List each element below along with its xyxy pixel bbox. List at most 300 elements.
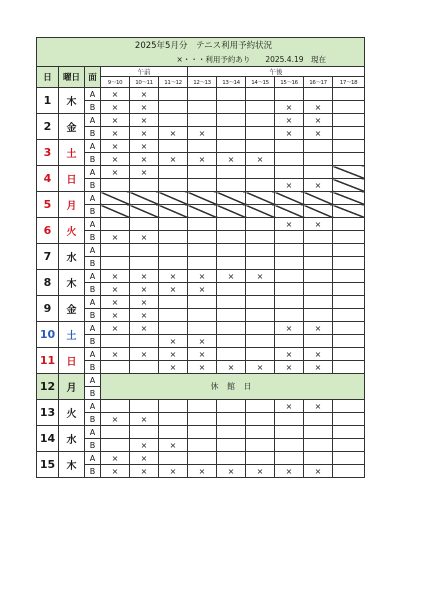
reserved-mark: × (159, 127, 188, 140)
available-cell (246, 283, 275, 296)
reserved-mark: × (304, 322, 333, 335)
reserved-mark: × (130, 114, 159, 127)
available-cell (333, 127, 365, 140)
available-cell (304, 452, 333, 465)
available-cell (275, 426, 304, 439)
court-row (37, 322, 365, 335)
court-label: B (85, 283, 101, 296)
available-cell (188, 218, 217, 231)
day-number: 1 (37, 88, 59, 114)
available-cell (333, 218, 365, 231)
court-label: A (85, 374, 101, 387)
reserved-mark: × (275, 322, 304, 335)
available-cell (333, 283, 365, 296)
court-row (37, 218, 365, 231)
available-cell (130, 244, 159, 257)
am-header: 午前 (101, 67, 188, 77)
available-cell (275, 244, 304, 257)
weekday-label: 日 (59, 348, 85, 374)
court-label: B (85, 231, 101, 244)
reserved-mark: × (275, 361, 304, 374)
court-row (37, 348, 365, 361)
court-row (37, 439, 365, 452)
available-cell (275, 270, 304, 283)
available-cell (304, 153, 333, 166)
available-cell (246, 88, 275, 101)
unavailable-cell (188, 205, 217, 218)
available-cell (246, 400, 275, 413)
available-cell (275, 309, 304, 322)
available-cell (333, 309, 365, 322)
reserved-mark: × (159, 153, 188, 166)
reserved-mark: × (304, 127, 333, 140)
available-cell (188, 179, 217, 192)
available-cell (304, 244, 333, 257)
court-row (37, 426, 365, 439)
available-cell (246, 218, 275, 231)
unavailable-cell (275, 205, 304, 218)
court-label: A (85, 88, 101, 101)
time-slot-header: 17～18 (333, 77, 365, 88)
reserved-mark: × (130, 296, 159, 309)
reserved-mark: × (101, 296, 130, 309)
available-cell (275, 296, 304, 309)
reserved-mark: × (130, 231, 159, 244)
reserved-mark: × (101, 166, 130, 179)
available-cell (333, 101, 365, 114)
court-row (37, 296, 365, 309)
weekday-label: 土 (59, 140, 85, 166)
reserved-mark: × (130, 270, 159, 283)
reserved-mark: × (304, 361, 333, 374)
court-row (37, 374, 365, 387)
available-cell (188, 426, 217, 439)
available-cell (188, 309, 217, 322)
reserved-mark: × (188, 270, 217, 283)
available-cell (217, 283, 246, 296)
reserved-mark: × (304, 114, 333, 127)
reserved-mark: × (275, 179, 304, 192)
available-cell (159, 88, 188, 101)
available-cell (101, 244, 130, 257)
court-row (37, 153, 365, 166)
reserved-mark: × (188, 335, 217, 348)
reserved-mark: × (130, 439, 159, 452)
available-cell (333, 465, 365, 478)
court-row (37, 452, 365, 465)
reserved-mark: × (188, 361, 217, 374)
available-cell (275, 413, 304, 426)
court-row (37, 192, 365, 205)
reserved-mark: × (101, 231, 130, 244)
court-label: A (85, 244, 101, 257)
reserved-mark: × (246, 270, 275, 283)
court-row (37, 283, 365, 296)
available-cell (130, 335, 159, 348)
available-cell (246, 413, 275, 426)
court-label: B (85, 413, 101, 426)
available-cell (217, 335, 246, 348)
weekday-label: 日 (59, 166, 85, 192)
available-cell (217, 400, 246, 413)
available-cell (217, 426, 246, 439)
reserved-mark: × (101, 101, 130, 114)
available-cell (159, 413, 188, 426)
weekday-label: 水 (59, 244, 85, 270)
reserved-mark: × (101, 452, 130, 465)
court-label: B (85, 153, 101, 166)
available-cell (333, 335, 365, 348)
available-cell (304, 296, 333, 309)
available-cell (159, 179, 188, 192)
court-row (37, 361, 365, 374)
available-cell (188, 101, 217, 114)
available-cell (275, 140, 304, 153)
reserved-mark: × (246, 361, 275, 374)
unavailable-cell (217, 205, 246, 218)
available-cell (275, 283, 304, 296)
available-cell (188, 114, 217, 127)
reserved-mark: × (130, 127, 159, 140)
time-slot-header: 12～13 (188, 77, 217, 88)
day-number: 15 (37, 452, 59, 478)
court-row (37, 231, 365, 244)
court-label: B (85, 257, 101, 270)
available-cell (275, 166, 304, 179)
court-label: B (85, 101, 101, 114)
unavailable-cell (101, 205, 130, 218)
court-label: A (85, 348, 101, 361)
court-label: A (85, 140, 101, 153)
available-cell (333, 426, 365, 439)
reserved-mark: × (130, 140, 159, 153)
weekday-label: 木 (59, 452, 85, 478)
reserved-mark: × (304, 179, 333, 192)
available-cell (217, 231, 246, 244)
available-cell (246, 296, 275, 309)
available-cell (275, 439, 304, 452)
reserved-mark: × (101, 88, 130, 101)
available-cell (333, 322, 365, 335)
reserved-mark: × (101, 322, 130, 335)
reserved-mark: × (101, 140, 130, 153)
reserved-mark: × (130, 309, 159, 322)
reserved-mark: × (275, 400, 304, 413)
court-row (37, 400, 365, 413)
available-cell (159, 322, 188, 335)
weekday-label: 金 (59, 296, 85, 322)
time-slot-header: 15～16 (275, 77, 304, 88)
available-cell (217, 88, 246, 101)
time-slot-header: 13～14 (217, 77, 246, 88)
unavailable-cell (304, 192, 333, 205)
available-cell (217, 322, 246, 335)
reserved-mark: × (188, 283, 217, 296)
available-cell (217, 114, 246, 127)
available-cell (333, 88, 365, 101)
reserved-mark: × (159, 361, 188, 374)
available-cell (217, 127, 246, 140)
day-number: 7 (37, 244, 59, 270)
available-cell (333, 400, 365, 413)
pm-header: 午後 (188, 67, 365, 77)
available-cell (159, 140, 188, 153)
day-number: 14 (37, 426, 59, 452)
court-row (37, 270, 365, 283)
day-number: 8 (37, 270, 59, 296)
available-cell (159, 257, 188, 270)
available-cell (246, 348, 275, 361)
available-cell (333, 270, 365, 283)
unavailable-cell (159, 192, 188, 205)
reserved-mark: × (188, 348, 217, 361)
reserved-mark: × (130, 88, 159, 101)
reserved-mark: × (304, 101, 333, 114)
weekday-label: 土 (59, 322, 85, 348)
reserved-mark: × (130, 322, 159, 335)
available-cell (246, 140, 275, 153)
weekday-header: 曜日 (59, 67, 85, 88)
reserved-mark: × (101, 270, 130, 283)
day-number: 5 (37, 192, 59, 218)
court-label: A (85, 270, 101, 283)
available-cell (246, 179, 275, 192)
available-cell (246, 335, 275, 348)
time-slot-header: 11～12 (159, 77, 188, 88)
available-cell (130, 179, 159, 192)
available-cell (188, 166, 217, 179)
reserved-mark: × (130, 452, 159, 465)
court-label: A (85, 296, 101, 309)
court-row (37, 205, 365, 218)
reserved-mark: × (217, 361, 246, 374)
available-cell (304, 231, 333, 244)
reserved-mark: × (275, 348, 304, 361)
unavailable-cell (333, 192, 365, 205)
time-slot-header: 10～11 (130, 77, 159, 88)
available-cell (246, 257, 275, 270)
court-label: A (85, 426, 101, 439)
weekday-label: 月 (59, 192, 85, 218)
available-cell (333, 439, 365, 452)
legend-note: ×・・・利用予約あり 2025.4.19 現在 (37, 52, 365, 67)
reserved-mark: × (101, 309, 130, 322)
available-cell (101, 257, 130, 270)
reserved-mark: × (101, 127, 130, 140)
reserved-mark: × (275, 218, 304, 231)
court-label: A (85, 114, 101, 127)
court-row (37, 179, 365, 192)
court-row (37, 114, 365, 127)
available-cell (188, 413, 217, 426)
weekday-label: 火 (59, 218, 85, 244)
available-cell (130, 426, 159, 439)
reserved-mark: × (101, 348, 130, 361)
available-cell (159, 309, 188, 322)
unavailable-cell (333, 166, 365, 179)
unavailable-cell (101, 192, 130, 205)
court-label: B (85, 179, 101, 192)
available-cell (130, 218, 159, 231)
available-cell (217, 101, 246, 114)
available-cell (246, 452, 275, 465)
day-number: 11 (37, 348, 59, 374)
available-cell (217, 257, 246, 270)
available-cell (217, 309, 246, 322)
available-cell (333, 413, 365, 426)
reserved-mark: × (275, 114, 304, 127)
available-cell (130, 361, 159, 374)
available-cell (130, 400, 159, 413)
sheet-title: 2025年5月分 テニス利用予約状況 (37, 38, 365, 53)
reservation-sheet (36, 37, 364, 478)
court-label: B (85, 361, 101, 374)
court-header: 面 (85, 67, 101, 88)
available-cell (101, 426, 130, 439)
weekday-label: 水 (59, 426, 85, 452)
reserved-mark: × (101, 413, 130, 426)
available-cell (188, 439, 217, 452)
reserved-mark: × (130, 101, 159, 114)
unavailable-cell (217, 192, 246, 205)
day-number: 2 (37, 114, 59, 140)
available-cell (304, 335, 333, 348)
court-label: B (85, 127, 101, 140)
available-cell (188, 452, 217, 465)
available-cell (304, 309, 333, 322)
day-number: 13 (37, 400, 59, 426)
available-cell (275, 88, 304, 101)
reserved-mark: × (217, 270, 246, 283)
court-row (37, 244, 365, 257)
available-cell (217, 179, 246, 192)
court-label: B (85, 309, 101, 322)
court-label: A (85, 218, 101, 231)
court-row (37, 88, 365, 101)
available-cell (217, 413, 246, 426)
available-cell (333, 452, 365, 465)
day-number: 3 (37, 140, 59, 166)
available-cell (101, 439, 130, 452)
available-cell (101, 361, 130, 374)
available-cell (159, 166, 188, 179)
available-cell (333, 361, 365, 374)
available-cell (246, 309, 275, 322)
available-cell (159, 101, 188, 114)
available-cell (304, 413, 333, 426)
available-cell (101, 179, 130, 192)
court-label: B (85, 205, 101, 218)
unavailable-cell (304, 205, 333, 218)
unavailable-cell (333, 205, 365, 218)
available-cell (188, 322, 217, 335)
reserved-mark: × (246, 153, 275, 166)
available-cell (217, 166, 246, 179)
reserved-mark: × (130, 413, 159, 426)
weekday-label: 火 (59, 400, 85, 426)
reserved-mark: × (275, 465, 304, 478)
reserved-mark: × (304, 348, 333, 361)
reserved-mark: × (130, 153, 159, 166)
available-cell (188, 257, 217, 270)
available-cell (217, 244, 246, 257)
available-cell (246, 322, 275, 335)
available-cell (333, 231, 365, 244)
available-cell (246, 231, 275, 244)
court-label: A (85, 452, 101, 465)
available-cell (275, 335, 304, 348)
available-cell (275, 231, 304, 244)
available-cell (333, 257, 365, 270)
available-cell (304, 88, 333, 101)
unavailable-cell (333, 179, 365, 192)
available-cell (217, 140, 246, 153)
available-cell (217, 348, 246, 361)
reserved-mark: × (159, 283, 188, 296)
available-cell (275, 257, 304, 270)
available-cell (159, 452, 188, 465)
reserved-mark: × (275, 101, 304, 114)
available-cell (333, 244, 365, 257)
reserved-mark: × (101, 153, 130, 166)
available-cell (188, 88, 217, 101)
available-cell (101, 218, 130, 231)
unavailable-cell (188, 192, 217, 205)
reserved-mark: × (159, 348, 188, 361)
available-cell (101, 400, 130, 413)
time-slot-header: 14～15 (246, 77, 275, 88)
time-slot-header: 9～10 (101, 77, 130, 88)
day-header: 日 (37, 67, 59, 88)
court-label: B (85, 387, 101, 400)
day-number: 12 (37, 374, 59, 400)
weekday-label: 木 (59, 88, 85, 114)
reserved-mark: × (101, 283, 130, 296)
available-cell (159, 426, 188, 439)
available-cell (333, 348, 365, 361)
weekday-label: 木 (59, 270, 85, 296)
court-row (37, 127, 365, 140)
unavailable-cell (246, 192, 275, 205)
available-cell (159, 231, 188, 244)
available-cell (159, 114, 188, 127)
reserved-mark: × (159, 465, 188, 478)
closed-day-label: 休 館 日 (101, 374, 365, 400)
available-cell (101, 335, 130, 348)
reserved-mark: × (217, 153, 246, 166)
available-cell (333, 153, 365, 166)
available-cell (159, 218, 188, 231)
available-cell (188, 140, 217, 153)
day-number: 6 (37, 218, 59, 244)
court-label: B (85, 465, 101, 478)
court-label: A (85, 400, 101, 413)
reserved-mark: × (188, 127, 217, 140)
available-cell (188, 296, 217, 309)
court-row (37, 335, 365, 348)
available-cell (304, 426, 333, 439)
available-cell (246, 101, 275, 114)
available-cell (304, 283, 333, 296)
available-cell (246, 426, 275, 439)
court-row (37, 166, 365, 179)
available-cell (217, 296, 246, 309)
available-cell (246, 127, 275, 140)
available-cell (304, 270, 333, 283)
court-row (37, 309, 365, 322)
available-cell (217, 218, 246, 231)
unavailable-cell (130, 192, 159, 205)
